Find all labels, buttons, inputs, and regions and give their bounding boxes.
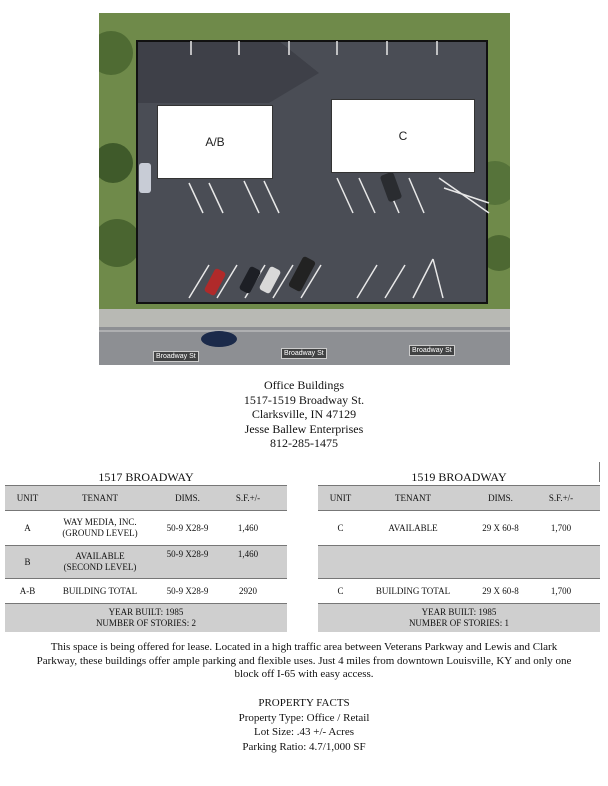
street-label-3: Broadway St bbox=[409, 345, 455, 356]
header-dims: DIMS. bbox=[488, 492, 513, 503]
tenant-cell: AVAILABLE bbox=[388, 522, 438, 533]
header-sf: S.F.+/- bbox=[548, 492, 574, 503]
unit-cell: B bbox=[24, 556, 31, 567]
building-c bbox=[331, 99, 475, 173]
header-unit: UNIT bbox=[329, 492, 352, 503]
table-row bbox=[5, 510, 287, 545]
unit-cell: C bbox=[337, 522, 344, 533]
tenant-cell: BUILDING TOTAL bbox=[62, 585, 138, 596]
address-line-2: 1517-1519 Broadway St. bbox=[243, 392, 365, 407]
address-block bbox=[0, 378, 608, 451]
header-tenant: TENANT bbox=[395, 492, 431, 503]
address-line-4: Jesse Ballew Enterprises bbox=[244, 421, 364, 436]
aerial-photo bbox=[99, 13, 510, 365]
header-tenant: TENANT bbox=[82, 492, 118, 503]
table-1519-footer bbox=[318, 603, 600, 632]
table-1519-header bbox=[318, 485, 600, 510]
tenant-line-2: (SECOND LEVEL) bbox=[63, 562, 137, 572]
dims-cell: 50-9 X28-9 bbox=[166, 522, 209, 533]
header-dims: DIMS. bbox=[175, 492, 200, 503]
unit-cell: A-B bbox=[19, 585, 36, 596]
dims-cell: 29 X 60-8 bbox=[482, 522, 519, 533]
sf-cell: 1,460 bbox=[237, 522, 259, 533]
table-1517-footer bbox=[5, 603, 287, 632]
table-divider bbox=[599, 462, 600, 482]
description bbox=[6, 641, 602, 682]
sf-cell: 1,460 bbox=[237, 549, 259, 559]
table-1517-header bbox=[5, 485, 287, 510]
description-line-1: This space is being offered for lease. Located in a high traffic area between Veterans Parkway and Lewis and Clark bbox=[50, 641, 558, 653]
tenant-cell: BUILDING TOTAL bbox=[375, 585, 451, 596]
address-line-5: 812-285-1475 bbox=[270, 436, 338, 451]
parking-ratio: Parking Ratio: 4.7/1,000 SF bbox=[242, 740, 366, 753]
property-facts-title: PROPERTY FACTS bbox=[258, 697, 350, 709]
tenant-cell bbox=[50, 551, 150, 573]
tenant-cell bbox=[50, 517, 150, 539]
street-label-1: Broadway St bbox=[153, 351, 199, 362]
table-1517-broadway bbox=[5, 470, 287, 632]
aerial-map-graphic bbox=[99, 13, 510, 365]
property-facts bbox=[0, 696, 608, 754]
year-built: YEAR BUILT: 1985 bbox=[421, 607, 497, 617]
number-of-stories: NUMBER OF STORIES: 1 bbox=[408, 618, 510, 628]
header-unit: UNIT bbox=[16, 492, 39, 503]
building-c-label: C bbox=[398, 129, 408, 143]
sf-cell: 1,700 bbox=[550, 585, 572, 596]
table-row-empty bbox=[318, 545, 600, 578]
sf-cell: 1,700 bbox=[550, 522, 572, 533]
description-line-2: Parkway, these buildings offer ample parking and flexible uses. Just 4 miles from downtown Louisville, KY and only one bbox=[36, 654, 572, 667]
property-type: Property Type: Office / Retail bbox=[238, 711, 370, 724]
table-1519-broadway bbox=[318, 470, 600, 632]
table-row bbox=[318, 510, 600, 545]
address-line-1: Office Buildings bbox=[263, 378, 345, 392]
year-built: YEAR BUILT: 1985 bbox=[108, 607, 184, 617]
unit-cell: C bbox=[337, 585, 344, 596]
table-row bbox=[318, 578, 600, 603]
table-1519-title: 1519 BROADWAY bbox=[411, 470, 507, 484]
tenant-line-1: WAY MEDIA, INC. bbox=[63, 517, 137, 527]
street-label-2: Broadway St bbox=[281, 348, 327, 359]
sf-cell: 2920 bbox=[239, 585, 257, 596]
description-line-3: block off I-65 with easy access. bbox=[234, 668, 374, 681]
unit-cell: A bbox=[24, 522, 31, 533]
number-of-stories: NUMBER OF STORIES: 2 bbox=[95, 618, 197, 628]
dims-cell: 50-9 X28-9 bbox=[166, 585, 209, 596]
address-line-3: Clarksville, IN 47129 bbox=[251, 407, 357, 422]
header-sf: S.F.+/- bbox=[235, 492, 261, 503]
tenant-line-2: (GROUND LEVEL) bbox=[62, 528, 138, 538]
tenant-line-1: AVAILABLE bbox=[75, 551, 125, 561]
table-row bbox=[5, 545, 287, 578]
building-ab bbox=[157, 105, 273, 179]
table-1517-title: 1517 BROADWAY bbox=[98, 470, 194, 484]
lot-size: Lot Size: .43 +/- Acres bbox=[254, 726, 354, 738]
dims-cell: 50-9 X28-9 bbox=[166, 549, 209, 559]
dims-cell: 29 X 60-8 bbox=[482, 585, 519, 596]
building-ab-label: A/B bbox=[205, 135, 225, 149]
table-row bbox=[5, 578, 287, 603]
